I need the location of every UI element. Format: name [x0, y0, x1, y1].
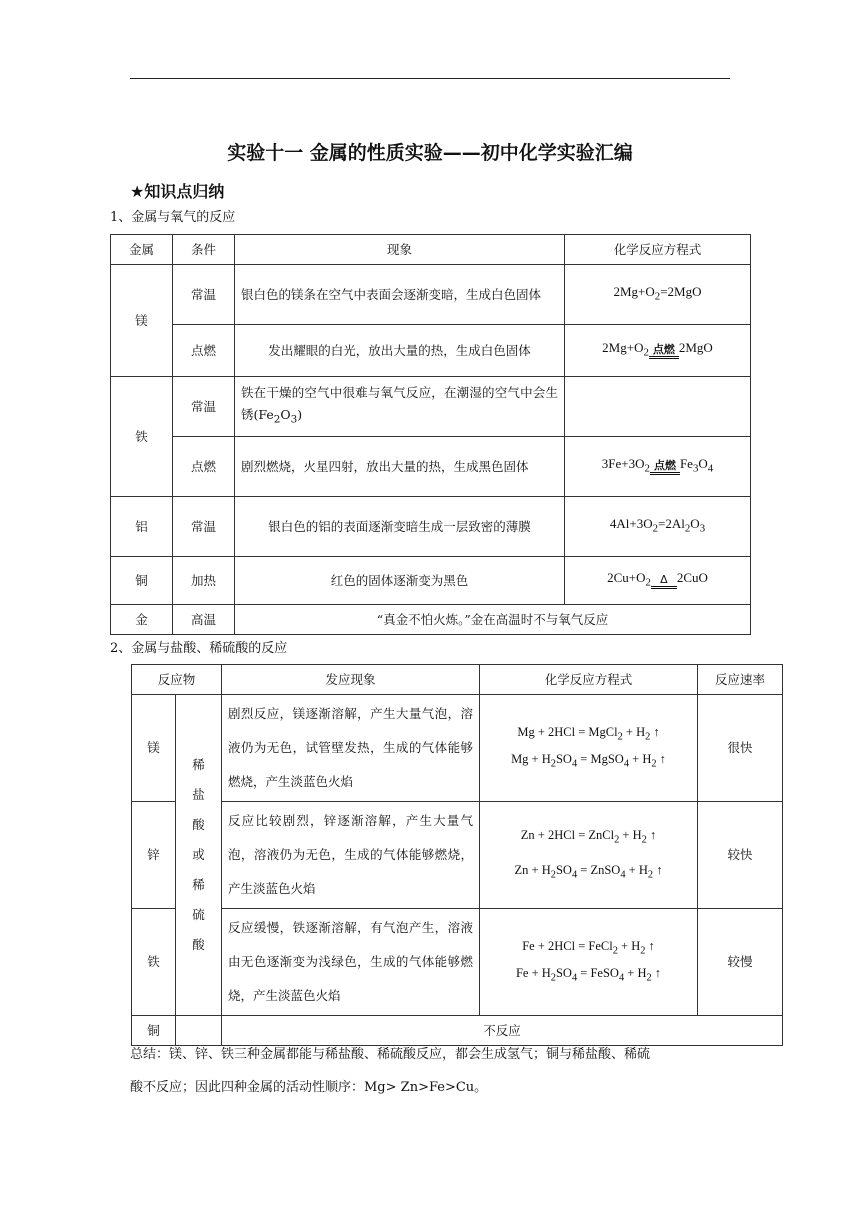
rate-cell: 较快: [698, 802, 783, 909]
acid-cell-empty: [176, 1016, 222, 1046]
table-row: [132, 802, 783, 909]
equation-cell: $2Cu+O_2$ Δ 2CuO: [565, 557, 751, 605]
summary-line-1: 总结：镁、锌、铁三种金属都能与稀盐酸、稀硫酸反应，都会生成氢气；铜与稀盐酸、稀硫: [130, 1047, 651, 1062]
table-row: [111, 605, 751, 635]
metal-cell: 铝: [111, 497, 173, 557]
header-cell: 现象: [235, 235, 565, 265]
metal-cell: 铜: [132, 1016, 176, 1046]
table-row: [132, 909, 783, 1016]
condition-cell: 常温: [173, 377, 235, 437]
table-row: [132, 695, 783, 802]
condition-cell: 高温: [173, 605, 235, 635]
header-cell: 反应物: [132, 665, 222, 695]
header-cell: 金属: [111, 235, 173, 265]
phenomenon-cell: 红色的固体逐渐变为黑色: [235, 557, 565, 605]
phenomenon-cell: 铁在干燥的空气中很难与氧气反应，在潮湿的空气中会生锈$(Fe_2O_3)$: [235, 377, 565, 437]
metal-cell: 锌: [132, 802, 176, 909]
phenomenon-cell: 反应比较剧烈，锌逐渐溶解，产生大量气泡，溶液仍为无色，生成的气体能够燃烧，产生淡蓝色火焰: [222, 802, 480, 909]
table-row: [132, 1016, 783, 1046]
equation-cell: $3Fe+3O_2$ 点燃 $Fe_3O_4$: [565, 437, 751, 497]
phenomenon-cell: 银白色的镁条在空气中表面会逐渐变暗，生成白色固体: [235, 265, 565, 325]
metal-cell: 金: [111, 605, 173, 635]
table-row: [111, 377, 751, 437]
table-row: [111, 557, 751, 605]
condition-cell: 加热: [173, 557, 235, 605]
summary-line-2: 酸不反应；因此四种金属的活动性顺序：Mg> Zn>Fe>Cu。: [130, 1080, 488, 1095]
table-row: [111, 497, 751, 557]
condition-cell: 点燃: [173, 437, 235, 497]
metal-cell: 铜: [111, 557, 173, 605]
part2-heading: 2、金属与盐酸、稀硫酸的反应: [110, 641, 288, 656]
phenomenon-cell: 剧烈反应，镁逐渐溶解，产生大量气泡，溶液仍为无色，试管壁发热，生成的气体能够燃烧，产生淡蓝色火焰: [222, 695, 480, 802]
header-cell: 化学反应方程式: [480, 665, 698, 695]
metal-cell: 铁: [132, 909, 176, 1016]
equation-cell: $2Mg+O_2$ 点燃 2MgO: [565, 325, 751, 377]
metal-cell: 铁: [111, 377, 173, 497]
equation-cell: Fe + 2HCl = FeCl$_2$ + $H_2$ ↑ $Fe + H_2SO_4$ = FeSO$_4$ + $H_2$ ↑: [480, 909, 698, 1016]
table-header-row: [111, 235, 751, 265]
equation-cell-empty: [565, 377, 751, 437]
section-heading: ★知识点归纳: [130, 182, 225, 201]
phenomenon-cell: 银白色的铝的表面逐渐变暗生成一层致密的薄膜: [235, 497, 565, 557]
equation-cell: $4Al+3O_2=2Al_2O_3$: [565, 497, 751, 557]
phenomenon-cell: “真金不怕火炼。”金在高温时不与氧气反应: [235, 605, 751, 635]
header-cell: 发应现象: [222, 665, 480, 695]
table-row: [111, 265, 751, 325]
equation-cell: Zn + 2HCl = ZnCl$_2$ + $H_2$ ↑ $Zn + H_2SO_4$ = ZnSO$_4$ + $H_2$ ↑: [480, 802, 698, 909]
no-reaction-cell: 不反应: [222, 1016, 783, 1046]
equation-cell: Mg + 2HCl = MgCl$_2$ + $H_2$ ↑ $Mg + H_2SO_4$ = MgSO$_4$ + $H_2$ ↑: [480, 695, 698, 802]
header-cell: 反应速率: [698, 665, 783, 695]
phenomenon-cell: 发出耀眼的白光，放出大量的热，生成白色固体: [235, 325, 565, 377]
rate-cell: 较慢: [698, 909, 783, 1016]
metal-cell: 镁: [111, 265, 173, 377]
condition-cell: 常温: [173, 497, 235, 557]
acid-reaction-table: [131, 664, 783, 1046]
page-title: 实验十一 金属的性质实验——初中化学实验汇编: [227, 142, 633, 164]
rate-cell: 很快: [698, 695, 783, 802]
phenomenon-cell: 反应缓慢，铁逐渐溶解，有气泡产生，溶液由无色逐渐变为浅绿色，生成的气体能够燃烧，产生淡蓝色火焰: [222, 909, 480, 1016]
header-cell: 条件: [173, 235, 235, 265]
equation-cell: $2Mg+O_2=2MgO$: [565, 265, 751, 325]
header-rule: [130, 78, 730, 79]
condition-cell: 点燃: [173, 325, 235, 377]
acid-cell: 稀 盐 酸 或 稀 硫 酸: [176, 695, 222, 1016]
metal-cell: 镁: [132, 695, 176, 802]
phenomenon-cell: 剧烈燃烧，火星四射，放出大量的热，生成黑色固体: [235, 437, 565, 497]
table-row: [111, 325, 751, 377]
header-cell: 化学反应方程式: [565, 235, 751, 265]
table-header-row: [132, 665, 783, 695]
oxygen-reaction-table: [110, 234, 751, 635]
table-row: [111, 437, 751, 497]
part1-heading: 1、金属与氧气的反应: [110, 210, 236, 225]
condition-cell: 常温: [173, 265, 235, 325]
